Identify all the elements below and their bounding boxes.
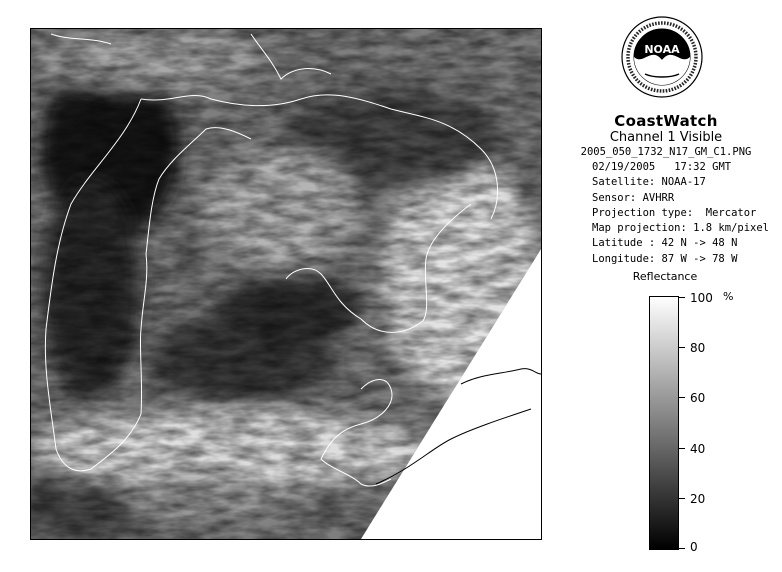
projection-type: Projection type: Mercator (592, 206, 757, 219)
colorbar-tick-label: 40 (690, 442, 706, 456)
colorbar-tick-label: 0 (690, 540, 698, 554)
satellite-image-panel (30, 28, 542, 540)
colorbar-title: Reflectance (632, 270, 698, 283)
colorbar-tick (679, 297, 685, 298)
longitude-range: Longitude: 87 W -> 78 W (592, 252, 738, 265)
colorbar-tick-label: 20 (690, 492, 706, 506)
satellite: Satellite: NOAA-17 (592, 176, 706, 189)
date-time (592, 160, 772, 175)
channel-title: Channel 1 Visible (609, 130, 723, 145)
file-name: 2005_050_1732_N17_GM_C1.PNG (580, 146, 752, 158)
colorbar-unit: % (723, 290, 734, 303)
map-projection: Map projection: 1.8 km/pixel (592, 222, 770, 235)
product-name: CoastWatch (614, 112, 718, 130)
colorbar-tick (679, 498, 685, 499)
colorbar-tick (679, 397, 685, 398)
metadata-panel (560, 112, 772, 267)
colorbar-tick-label: 100 (690, 291, 713, 305)
colorbar-tick (679, 548, 685, 549)
colorbar-tick (679, 347, 685, 348)
colorbar (649, 296, 679, 550)
logo-text: NOAA (644, 43, 680, 56)
satellite-image (31, 29, 541, 539)
noaa-logo (621, 16, 703, 98)
date: 02/19/2005 (592, 161, 656, 173)
time: 17:32 GMT (674, 161, 732, 173)
colorbar-tick-label: 80 (690, 341, 706, 355)
colorbar-tick (679, 448, 685, 449)
sensor: Sensor: AVHRR (592, 191, 675, 204)
latitude-range: Latitude : 42 N -> 48 N (592, 237, 738, 250)
colorbar-tick-label: 60 (690, 391, 706, 405)
